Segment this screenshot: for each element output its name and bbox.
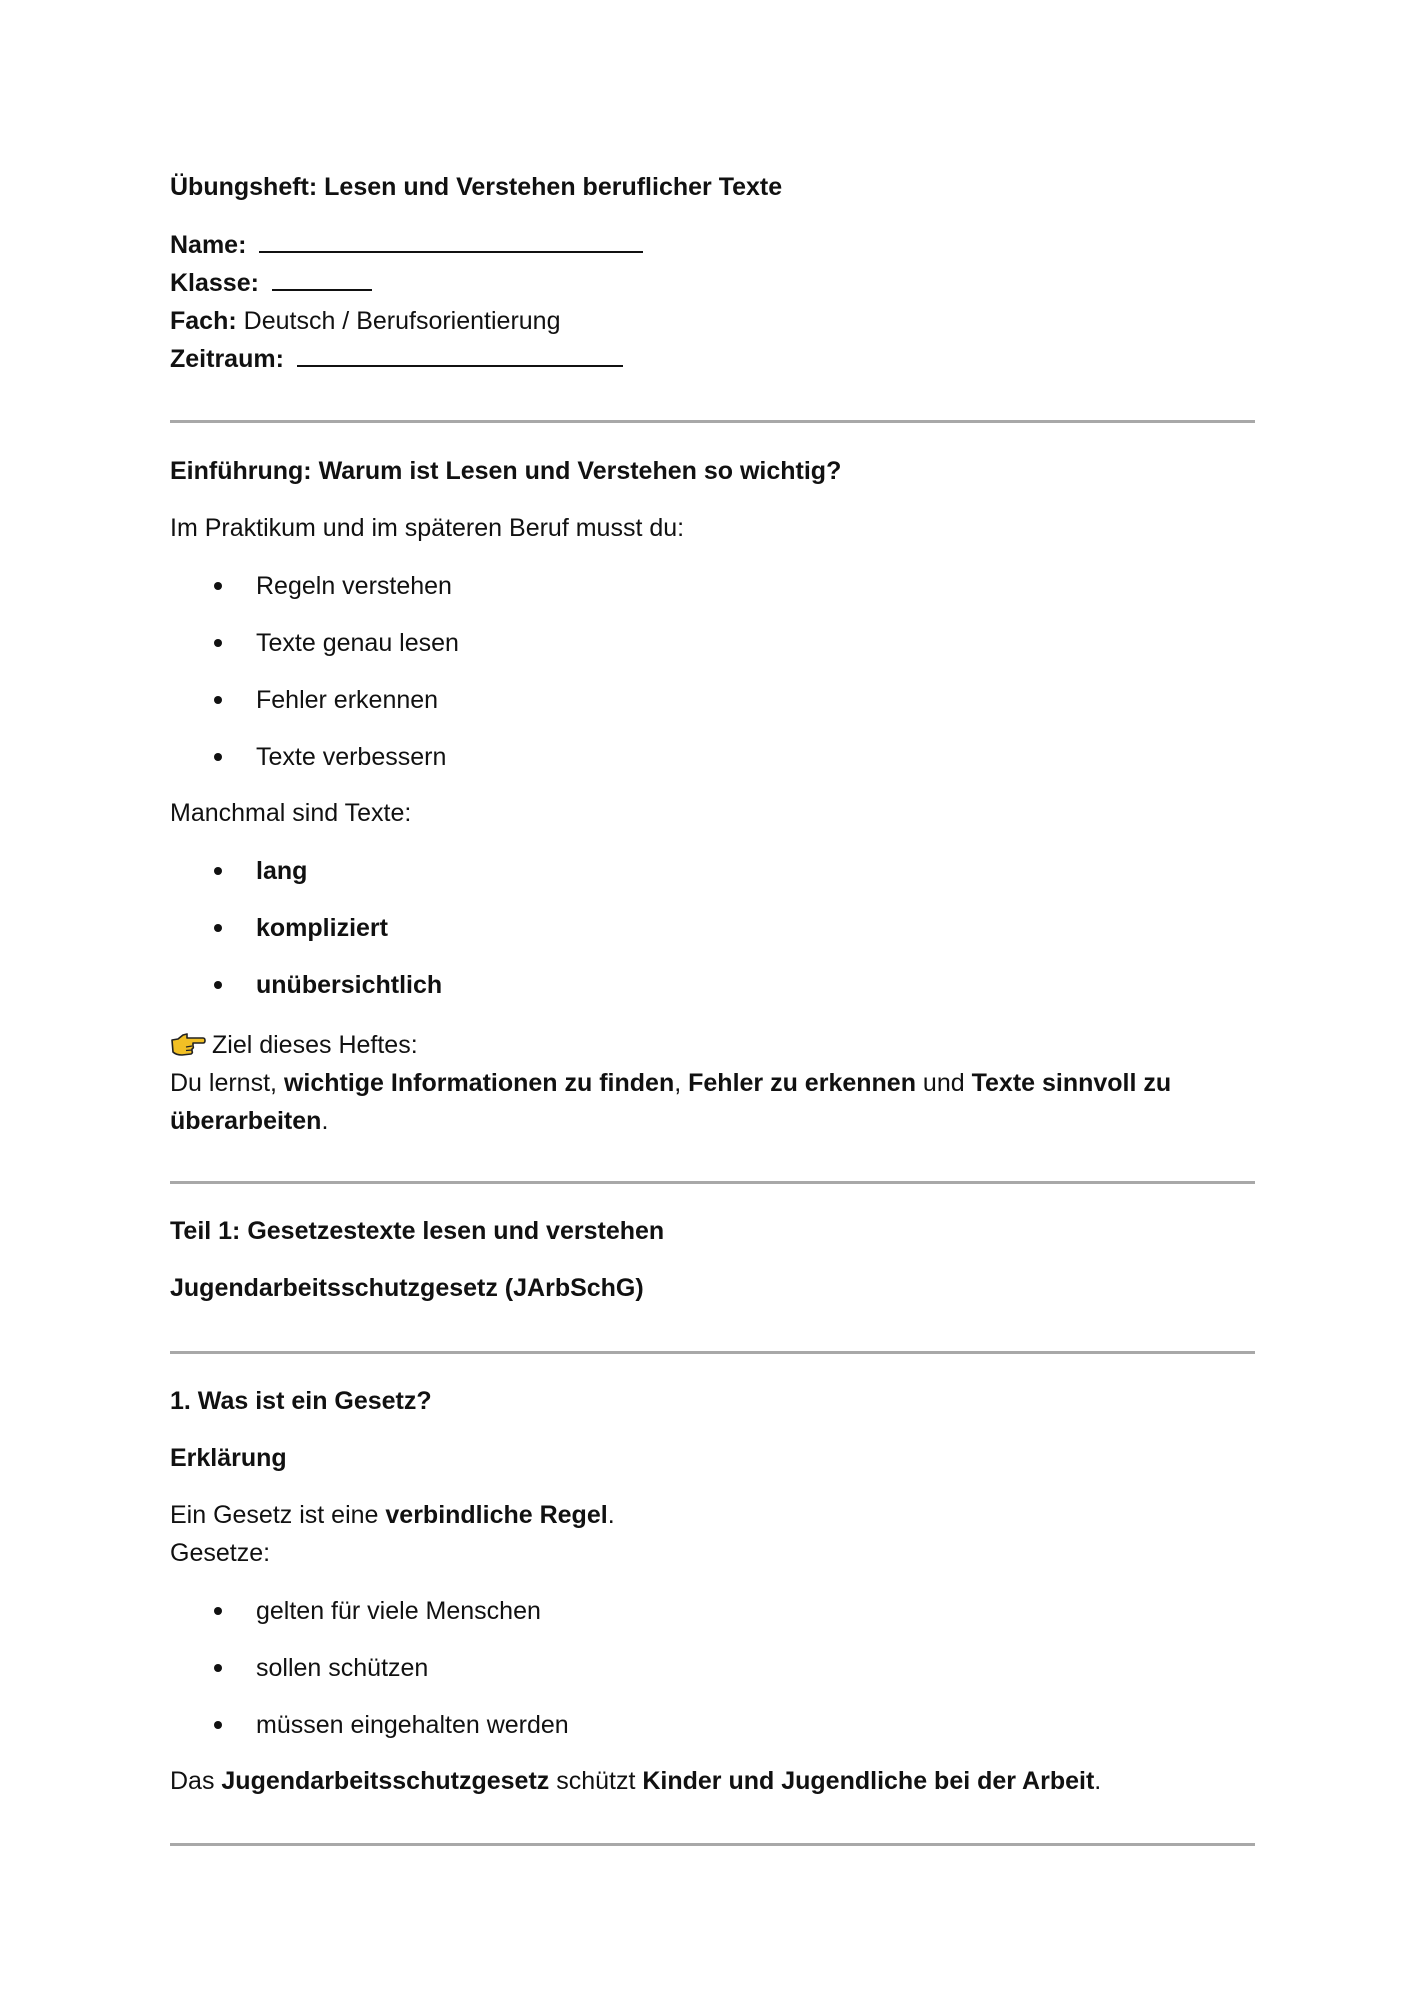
fach-value: Deutsch / Berufsorientierung	[243, 307, 561, 335]
divider	[170, 1181, 1255, 1184]
goal-text: .	[321, 1107, 329, 1135]
definition-text-bold: verbindliche Regel	[385, 1501, 608, 1529]
goal-text: ,	[674, 1069, 689, 1097]
bullet	[214, 639, 222, 647]
goal-text: Du lernst,	[170, 1069, 284, 1097]
list-item: kompliziert	[256, 914, 388, 942]
intro-heading: Einführung: Warum ist Lesen und Verstehen so wichtig?	[170, 457, 842, 485]
bullet	[214, 981, 222, 989]
definition-text-part: .	[607, 1501, 615, 1529]
bullet	[214, 1664, 222, 1672]
goal-text-bold: Fehler zu erkennen	[688, 1069, 916, 1097]
goal-text-line-1	[170, 1064, 1171, 1102]
goal-text-bold: Texte sinnvoll zu	[971, 1069, 1172, 1097]
divider	[170, 420, 1255, 423]
list-item: müssen eingehalten werden	[256, 1711, 569, 1739]
summary-text-bold: Jugendarbeitsschutzgesetz	[221, 1767, 550, 1795]
bullet	[214, 582, 222, 590]
part1-subheading: Jugendarbeitsschutzgesetz (JArbSchG)	[170, 1274, 644, 1302]
name-field-row	[170, 226, 643, 264]
list-item: lang	[256, 857, 308, 885]
bullet	[214, 1607, 222, 1615]
goal-text-bold: überarbeiten	[170, 1107, 322, 1135]
klasse-label: Klasse:	[170, 269, 259, 297]
summary-text-bold: Kinder und Jugendliche bei der Arbeit	[642, 1767, 1095, 1795]
goal-text-line-2	[170, 1102, 328, 1140]
goal-label-row	[170, 1026, 418, 1064]
problems-lead: Manchmal sind Texte:	[170, 799, 412, 827]
goal-label: Ziel dieses Heftes:	[212, 1031, 418, 1059]
fach-field-row	[170, 302, 560, 340]
bullet	[214, 867, 222, 875]
list-item: sollen schützen	[256, 1654, 429, 1682]
klasse-field-row	[170, 264, 372, 302]
definition-text	[170, 1496, 615, 1534]
page-title: Übungsheft: Lesen und Verstehen beruflicher Texte	[170, 173, 783, 201]
list-item: unübersichtlich	[256, 971, 443, 999]
section1-subheading: Erklärung	[170, 1444, 287, 1472]
pointing-hand-icon	[170, 1031, 206, 1057]
summary-text-part: Das	[170, 1767, 222, 1795]
bullet	[214, 1721, 222, 1729]
bullet	[214, 753, 222, 761]
divider	[170, 1351, 1255, 1354]
list-item: Fehler erkennen	[256, 686, 439, 714]
intro-lead: Im Praktikum und im späteren Beruf musst du:	[170, 514, 685, 542]
list-item: Texte genau lesen	[256, 629, 459, 657]
zeitraum-blank-line[interactable]	[297, 343, 623, 367]
goal-text-bold: wichtige Informationen zu finden	[283, 1069, 675, 1097]
zeitraum-label: Zeitraum:	[170, 345, 284, 373]
summary-text-part: .	[1094, 1767, 1102, 1795]
name-label: Name:	[170, 231, 247, 259]
zeitraum-field-row	[170, 340, 623, 378]
list-item: Texte verbessern	[256, 743, 447, 771]
bullet	[214, 696, 222, 704]
list-item: gelten für viele Menschen	[256, 1597, 541, 1625]
summary-text-part: schützt	[549, 1767, 643, 1795]
list-item: Regeln verstehen	[256, 572, 452, 600]
goal-text: und	[915, 1069, 972, 1097]
part1-heading: Teil 1: Gesetzestexte lesen und verstehen	[170, 1217, 665, 1245]
klasse-blank-line[interactable]	[272, 267, 372, 291]
section1-heading: 1. Was ist ein Gesetz?	[170, 1387, 432, 1415]
laws-list-lead: Gesetze:	[170, 1539, 271, 1567]
definition-text-part: Ein Gesetz ist eine	[170, 1501, 386, 1529]
bullet	[214, 924, 222, 932]
summary-text	[170, 1762, 1101, 1800]
fach-label: Fach:	[170, 307, 237, 335]
name-blank-line[interactable]	[259, 229, 643, 253]
divider	[170, 1843, 1255, 1846]
